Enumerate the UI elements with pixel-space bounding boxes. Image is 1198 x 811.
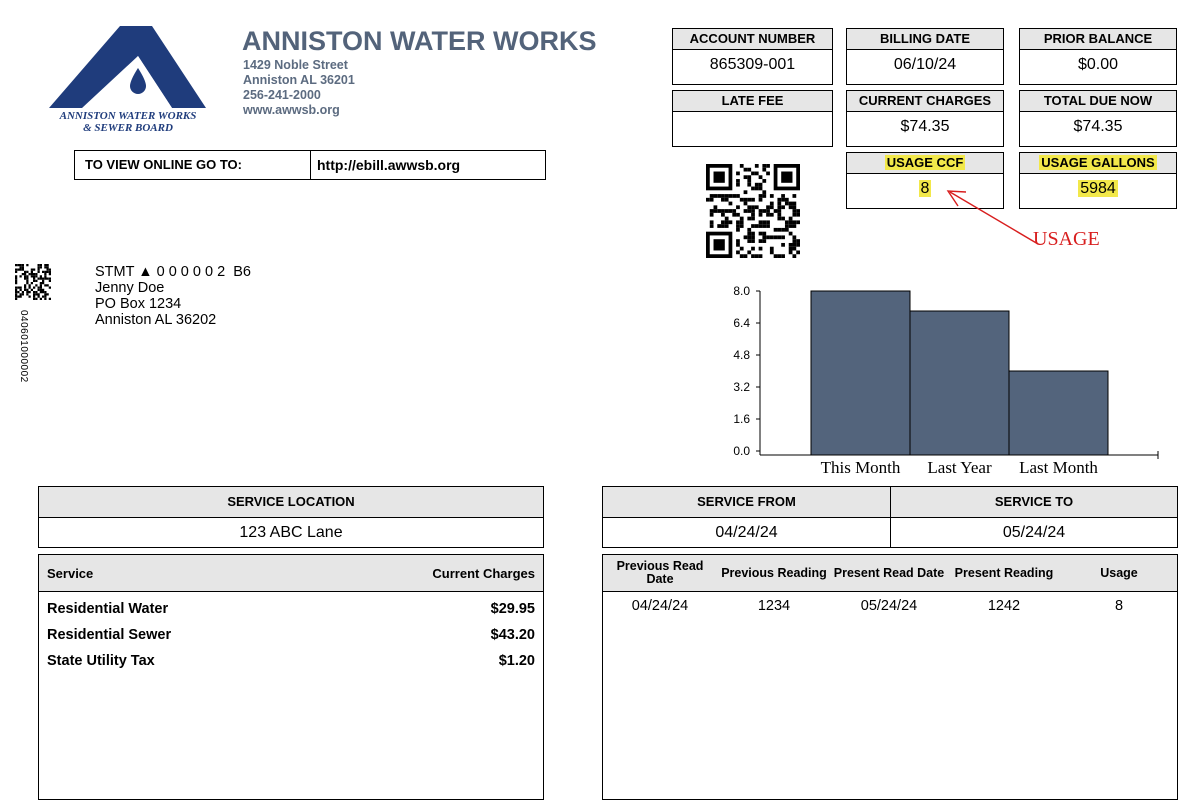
cell-present-reading: 1242 — [987, 598, 1021, 614]
chart-y-tick-label: 3.2 — [733, 380, 750, 394]
charge-amount: $1.20 — [498, 653, 535, 669]
mail-barcode — [15, 264, 51, 300]
logo-line2: & SEWER BOARD — [83, 122, 173, 134]
customer-name: Jenny Doe — [95, 280, 165, 296]
usage-annotation: USAGE — [1033, 228, 1100, 250]
billing-date-box — [846, 28, 1004, 85]
company-logo — [46, 26, 208, 138]
billing-date-label: BILLING DATE — [847, 29, 1003, 50]
chart-bar — [910, 311, 1009, 455]
charge-amount: $43.20 — [490, 627, 535, 643]
usage-gallons-label: USAGE GALLONS — [1041, 155, 1155, 170]
service-location-value: 123 ABC Lane — [239, 524, 343, 541]
account-number-label: ACCOUNT NUMBER — [673, 29, 832, 50]
charges-table — [38, 554, 544, 800]
chart-y-tick-label: 4.8 — [733, 348, 750, 362]
online-billing-box — [74, 150, 546, 180]
online-url-link[interactable]: http://ebill.awwsb.org — [317, 157, 461, 173]
charges-header — [39, 555, 543, 592]
side-code: 040601000002 — [18, 310, 29, 383]
chart-bar — [811, 291, 910, 455]
payment-qr-code — [706, 164, 800, 258]
charges-header-amount: Current Charges — [432, 565, 535, 581]
chart-y-tick-label: 0.0 — [733, 444, 750, 458]
chart-x-tick-label: Last Year — [927, 458, 992, 477]
company-name: ANNISTON WATER WORKS — [242, 26, 597, 56]
charge-service: Residential Sewer — [47, 627, 172, 643]
logo-text — [48, 110, 208, 134]
meter-readings-table — [602, 554, 1178, 800]
usage-arrow-icon — [940, 186, 1040, 246]
mailing-address — [95, 264, 251, 328]
chart-y-tick-label: 6.4 — [733, 316, 750, 330]
prior-balance-value: $0.00 — [1077, 56, 1119, 73]
service-location-box — [38, 486, 544, 548]
charges-header-service: Service — [47, 565, 94, 581]
service-from-label: SERVICE FROM — [603, 487, 891, 517]
address-line2: Anniston AL 36202 — [95, 312, 217, 328]
chart-y-tick-label: 1.6 — [733, 412, 750, 426]
prior-balance-label: PRIOR BALANCE — [1020, 29, 1176, 50]
usage-gallons-box — [1019, 152, 1177, 209]
total-due-value: $74.35 — [1073, 118, 1123, 135]
col-previous-read-date: Previous Read Date — [616, 559, 704, 586]
cell-present-read-date: 05/24/24 — [860, 598, 918, 614]
current-charges-value: $74.35 — [900, 118, 950, 135]
col-present-reading: Present Reading — [954, 565, 1054, 580]
billing-date-value: 06/10/24 — [893, 56, 957, 73]
charge-row — [39, 596, 543, 622]
service-period-box — [602, 486, 1178, 548]
usage-ccf-value: 8 — [920, 180, 930, 197]
usage-chart — [720, 280, 1160, 480]
service-from-value: 04/24/24 — [603, 518, 891, 548]
company-address — [243, 58, 355, 118]
chart-x-tick-label: This Month — [820, 458, 901, 477]
col-previous-reading: Previous Reading — [721, 565, 827, 580]
col-usage: Usage — [1100, 565, 1138, 580]
company-city: Anniston AL 36201 — [243, 73, 355, 87]
company-phone: 256-241-2000 — [243, 88, 321, 102]
prior-balance-box — [1019, 28, 1177, 85]
cell-usage: 8 — [1114, 598, 1124, 614]
late-fee-box — [672, 90, 833, 147]
charge-row — [39, 648, 543, 674]
table-row — [603, 592, 1177, 620]
stmt-line: STMT ▲ 0 0 0 0 0 2 B6 — [95, 264, 251, 280]
company-website[interactable]: www.awwsb.org — [243, 103, 340, 117]
late-fee-label: LATE FEE — [673, 91, 832, 112]
account-number-box — [672, 28, 833, 85]
current-charges-box — [846, 90, 1004, 147]
logo-line1: ANNISTON WATER WORKS — [59, 110, 197, 122]
current-charges-label: CURRENT CHARGES — [847, 91, 1003, 112]
usage-ccf-label: USAGE CCF — [886, 155, 964, 170]
total-due-label: TOTAL DUE NOW — [1020, 91, 1176, 112]
charge-service: Residential Water — [47, 601, 169, 617]
charge-amount: $29.95 — [490, 601, 535, 617]
company-street: 1429 Noble Street — [243, 58, 348, 72]
cell-previous-reading: 1234 — [757, 598, 791, 614]
online-label: TO VIEW ONLINE GO TO: — [75, 151, 311, 179]
charge-service: State Utility Tax — [47, 653, 155, 669]
chart-x-tick-label: Last Month — [1019, 458, 1098, 477]
late-fee-value — [673, 112, 832, 142]
service-to-value: 05/24/24 — [1002, 524, 1066, 541]
total-due-box — [1019, 90, 1177, 147]
chart-y-tick-label: 8.0 — [733, 284, 750, 298]
service-to-label: SERVICE TO — [994, 494, 1074, 509]
cell-previous-read-date: 04/24/24 — [631, 598, 689, 614]
col-present-read-date: Present Read Date — [833, 565, 945, 580]
chart-bar — [1009, 371, 1108, 455]
account-number-value: 865309-001 — [709, 56, 796, 73]
usage-gallons-value: 5984 — [1080, 180, 1116, 197]
service-location-label: SERVICE LOCATION — [39, 487, 543, 518]
charge-row — [39, 622, 543, 648]
address-line1: PO Box 1234 — [95, 296, 182, 312]
